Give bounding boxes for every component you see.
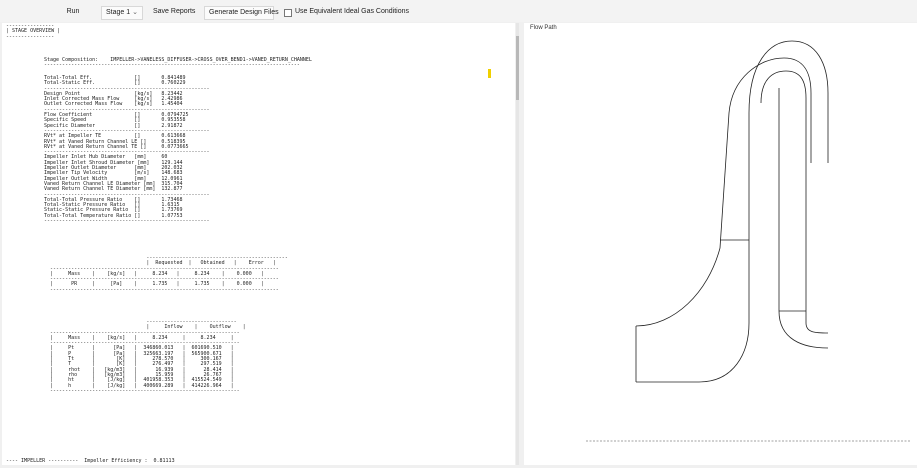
- flow-path-panel: [524, 23, 917, 465]
- generate-design-files-button[interactable]: Generate Design Files: [204, 6, 274, 20]
- ideal-gas-label: Use Equivalent Ideal Gas Conditions: [295, 8, 410, 15]
- flow-path-drawing: [524, 23, 917, 465]
- save-reports-button[interactable]: Save Reports: [153, 8, 196, 15]
- impeller-section-header: ---- IMPELLER ---------- Impeller Efficiency : 0.81113: [6, 458, 175, 464]
- stage-composition: Stage Composition: IMPELLER->VANELESS_DIFFUSER->CROSS_OVER_BEND1->VANED_RETURN_CHANNEL -------------------------------------------------------------------------------------: [44, 57, 312, 69]
- outer-wall-line: [636, 41, 828, 382]
- report-scrollbar-thumb[interactable]: [516, 36, 519, 100]
- flow-path-title: Flow Path: [530, 25, 557, 31]
- stage-overview-header: ---------------- | STAGE OVERVIEW | ----------------: [6, 23, 61, 40]
- toolbar: [0, 0, 917, 22]
- stage-select[interactable]: [101, 6, 143, 20]
- run-button[interactable]: Run: [66, 8, 80, 15]
- return-channel-outer-line: [779, 88, 828, 348]
- return-channel-inner-line: [761, 71, 828, 333]
- inner-wall-line: [636, 58, 811, 326]
- report-panel[interactable]: [2, 23, 515, 465]
- stage-overview-values: Total-Total Eff. [] 0.841489 Total-Static Eff. [] 0.760229 ------------------------------------------------------- Design Point [kg/s] 8.23442 Inlet Corrected Mass Flow [kg/s] 2.42986 Outlet Corrected Mass Flow [kg/s] 1.45404 ------------------------------------------------------- Flow Coefficient [] 0.0794725 Specific Speed [] 0.953558 Specific Diameter [] 2.91872 ------------------------------------------------------- RVt* at Impeller TE [] 0.613668 RVt* at Vaned Return Channel LE [] 0.518395 RVt* at Vaned Return Channel TE [] 0.0773665 ------------------------------------------------------- Impeller Inlet Hub Diameter [mm] 60 Impeller Inlet Shroud Diameter [mm] 129.144 Impeller Outlet Diameter [mm] 202.032 Impeller Tip Velocity [m/s] 148.683 Impeller Outlet Width [mm] 12.0961 Vaned Return Channel LE Diameter [mm] 315.704 Vaned Return Channel TE Diameter [mm] 132.877 ------------------------------------------------------- Total-Total Pressure Ratio [] 1.73468 Total-Static Pressure Ratio [] 1.6315 Static-Static Pressure Ratio [] 1.73769 Total-Total Temperature Ratio [] 1.07753 -------------------------------------------------------: [44, 75, 210, 225]
- mass-pr-table: ----------------------------------------------- | Requested | Obtained | Error | ---------------------------------------------------------------------------- | Mass | [kg/s] | 8.234 | 8.234 | 0.000 | ---------------------------------------------------------------------------- | PR | [Pa] | 1.735 | 1.735 | 0.000 | ----------------------------------------------------------------------------: [50, 255, 288, 293]
- inflow-outflow-table: ------------------------------ | Inflow | Outflow | --------------------------------------------------------------- | Mass | [kg/s] | 8.234 | 8.234 | --------------------------------------------------------------- | Pt | [Pa] | 346860.013 | 601690.510 | | P | [Pa] | 325663.197 | 565900.671 | | Tt | [K] | 278.570 | 300.167 | | T | [K] | 276.497 | 297.519 | | rhot | [kg/m3] | 16.939 | 28.414 | | rho | [kg/m3] | 15.959 | 26.767 | | ht | [J/kg] | 401958.353 | 415524.549 | | h | [J/kg] | 400669.289 | 414226.964 | ---------------------------------------------------------------: [50, 319, 246, 394]
- stage-select-value: Stage 1: [106, 9, 131, 16]
- chevron-down-icon: ⌄: [132, 9, 138, 16]
- cursor-marker: [488, 69, 491, 78]
